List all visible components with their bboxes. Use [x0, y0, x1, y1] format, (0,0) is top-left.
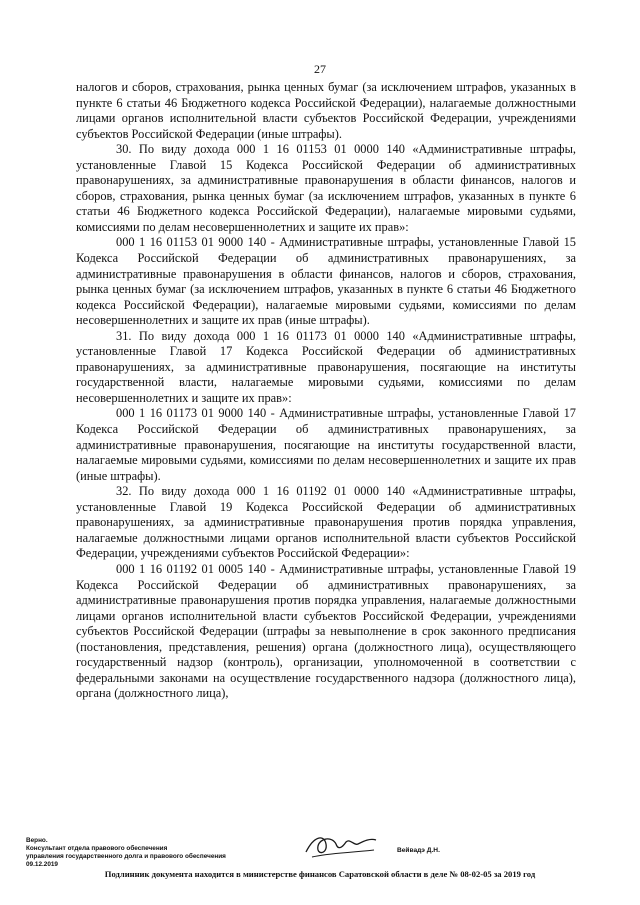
page-number: 27 [314, 62, 326, 76]
paragraph-30: 30. По виду дохода 000 1 16 01153 01 0000 140 «Административные штрафы, установленные Главой 15 Кодекса Российской Федерации об административных правонарушениях, за административные правонарушения в области финансов, налогов и сборов, страхования, рынка ценных бумаг (за исключением штрафов, указанных в пункте 6 статьи 46 Бюджетного кодекса Российской Федерации), налагаемые мировыми судьями, комиссиями по делам несовершеннолетних и защите их прав»: [76, 142, 576, 234]
original-location-note: Подлинник документа находится в министерстве финансов Саратовской области в деле № 08-02-05 за 2019 год [104, 869, 536, 879]
handwritten-signature [302, 826, 382, 862]
certification-line-position: Консультант отдела правового обеспечения [26, 845, 168, 852]
paragraph-31: 31. По виду дохода 000 1 16 01173 01 0000 140 «Административные штрафы, установленные Главой 17 Кодекса Российской Федерации об административных правонарушениях, за административные правонарушения, посягающие на институты государственной власти, налагаемые мировыми судьями, комиссиями по делам несовершеннолетних и защите их прав»: [76, 328, 576, 405]
paragraph-30-code: 000 1 16 01153 01 9000 140 - Административные штрафы, установленные Главой 15 Кодекса Российской Федерации об административных правонарушениях, за административные правонарушения в области финансов, налогов и сборов, страхования, рынка ценных бумаг (за исключением штрафов, указанных в пункте 6 статьи 46 Бюджетного кодекса Российской Федерации), налагаемые мировыми судьями, комиссиями по делам несовершеннолетних и защите их прав (иные штрафы). [76, 235, 576, 328]
paragraph-32: 32. По виду дохода 000 1 16 01192 01 0000 140 «Административные штрафы, установленные Главой 19 Кодекса Российской Федерации об административных правонарушениях, за административные правонарушения против порядка управления, налагаемые должностными лицами органов исполнительной власти субъектов Российской Федерации, учреждениями субъектов Российской Федерации»: [76, 484, 576, 561]
certification-date: 09.12.2019 [26, 861, 58, 868]
certification-line-verno: Верно. [26, 837, 48, 844]
document-body [76, 80, 576, 702]
certification-line-department: управления государственного долга и правового обеспечения [26, 853, 226, 860]
paragraph-32-code: 000 1 16 01192 01 0005 140 - Административные штрафы, установленные Главой 19 Кодекса Российской Федерации об административных правонарушениях, за административные правонарушения против порядка управления, налагаемые должностными лицами органов исполнительной власти субъектов Российской Федерации, учреждениями субъектов Российской Федерации (штрафы за невыполнение в срок законного предписания (постановления, представления, решения) органа (должностного лица), осуществляющего государственный надзор (контроль), организации, уполномоченной в соответствии с федеральными законами на осуществление государственного надзора (должностного лица), органа (должностного лица), [76, 561, 576, 701]
paragraph-31-code: 000 1 16 01173 01 9000 140 - Административные штрафы, установленные Главой 17 Кодекса Российской Федерации об административных правонарушениях, за административные правонарушения, посягающие на институты государственной власти, налагаемые мировыми судьями, комиссиями по делам несовершеннолетних и защите их прав (иные штрафы). [76, 406, 576, 483]
paragraph-1: налогов и сборов, страхования, рынка ценных бумаг (за исключением штрафов, указанных в пункте 6 статьи 46 Бюджетного кодекса Российской Федерации), налагаемые должностными лицами органов исполнительной власти субъектов Российской Федерации, учреждениями субъектов Российской Федерации (иные штрафы). [76, 80, 576, 141]
signatory-name: Вейвадэ Д.Н. [397, 847, 440, 854]
